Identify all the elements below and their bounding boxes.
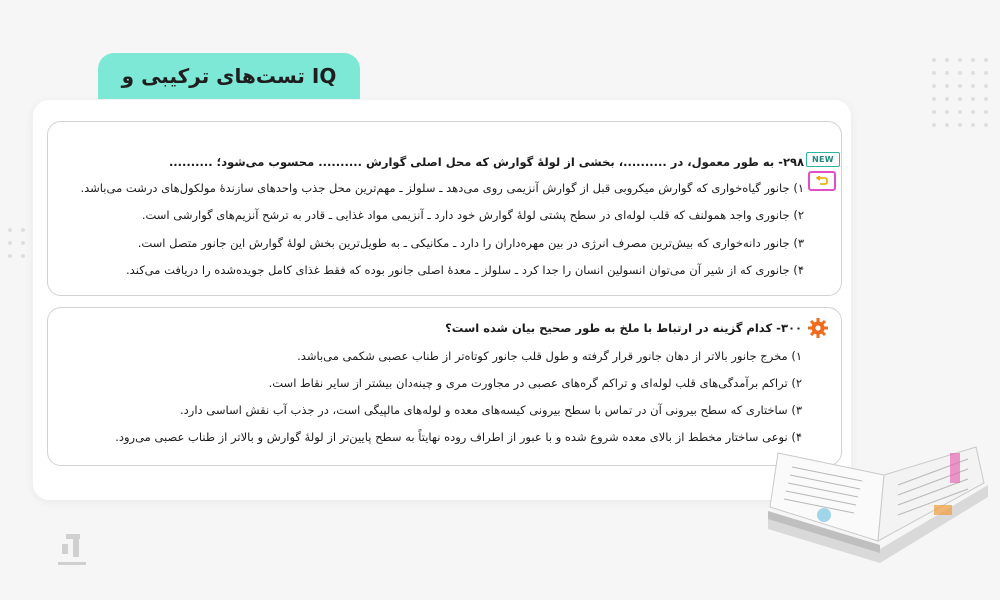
option-1[interactable]: ۱) مخرج جانور بالاتر از دهان جانور قرار گرفته و طول قلب جانور کوتاه‌تر از طناب عصبی شکمی می‌باشد.: [297, 349, 802, 363]
option-4[interactable]: ۴) جانوری که از شیر آن می‌توان انسولین انسان را جدا کرد ـ سلولز ـ معدهٔ اصلی جانور بوده که فقط غذای کامل جویده‌شده را دریافت می‌کند.: [126, 263, 804, 277]
section-title: تست‌های ترکیبی و IQ: [121, 64, 337, 88]
question-stem: [445, 321, 802, 335]
gear-icon: [807, 317, 829, 339]
loop-icon: [808, 171, 836, 191]
open-book-illustration: [762, 445, 994, 595]
section-title-tab: [98, 53, 360, 99]
option-3[interactable]: ۳) ساختاری که سطح بیرونی آن در تماس با سطح بیرونی کیسه‌های معده و لوله‌های مالپیگی است، در جذب آب نقش اساسی دارد.: [180, 403, 802, 417]
option-4[interactable]: ۴) نوعی ساختار مخطط از بالای معده شروع شده و با عبور از اطراف روده نهایتاً به سطح پایین‌تر از لولهٔ گوارش و بالاتر از طناب عصبی می‌رود.: [115, 430, 802, 444]
decorative-dots-right: [932, 58, 988, 127]
question-text: کدام گزینه در ارتباط با ملخ به طور صحیح بیان شده است؟: [445, 321, 773, 335]
option-3[interactable]: ۳) جانور دانه‌خواری که بیش‌ترین مصرف انرژی در بین مهره‌داران را دارد ـ مکانیکی ـ به طویل‌ترین بخش لولهٔ گوارش این جانور متصل است.: [137, 236, 804, 250]
watermark-logo-icon: [54, 530, 90, 570]
new-badge: NEW: [806, 152, 840, 167]
question-number: ۲۹۸-: [778, 155, 804, 169]
question-stem: [169, 155, 804, 169]
option-1[interactable]: ۱) جانور گیاه‌خواری که گوارش میکروبی قبل از گوارش آنزیمی روی می‌دهد ـ سلولز ـ مهم‌ترین محل جذب واحدهای سازندهٔ مولکول‌های درشت می‌باشد.: [80, 181, 804, 195]
question-text: به طور معمول، در ..........، بخشی از لولهٔ گوارش که محل اصلی گوارش .......... محسوب می‌شود؛ ..........: [168, 155, 775, 169]
option-2[interactable]: ۲) جانوری واجد همولنف که قلب لوله‌ای در سطح پشتی لولهٔ گوارش خود دارد ـ آنزیمی مواد غذایی ـ قادر به ترشح آنزیم‌های گوارشی است.: [141, 208, 804, 222]
option-2[interactable]: ۲) تراکم برآمدگی‌های قلب لوله‌ای و تراکم گره‌های عصبی در مجاورت مری و چینه‌دان بیشتر از سایر نقاط است.: [268, 376, 802, 390]
question-number: ۳۰۰-: [776, 321, 802, 335]
